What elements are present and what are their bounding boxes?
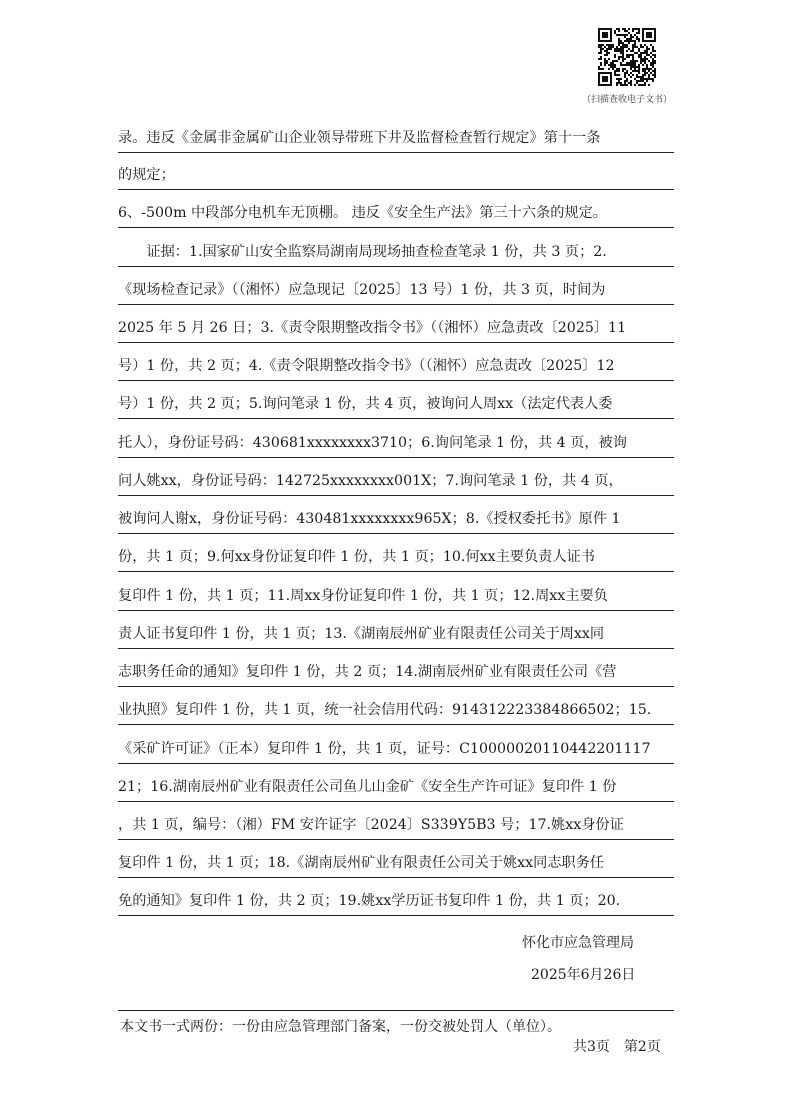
qr-code-block	[582, 28, 672, 105]
qr-caption: （扫描查收电子文书）	[582, 95, 673, 105]
body-line: 的规定；	[118, 161, 674, 190]
body-line: 6、-500m 中段部分电机车无顶棚。 违反《安全生产法》第三十六条的规定。	[118, 199, 674, 228]
body-line: 《采矿许可证》（正本）复印件 1 份，共 1 页，证号：C10000020110442201117	[118, 735, 674, 764]
issue-date: 2025年6月26日	[531, 967, 636, 983]
body-line: 号）1 份，共 2 页；5.询问笔录 1 份，共 4 页，被询问人周xx（法定代表人委	[118, 390, 674, 419]
footer-note: 本文书一式两份：一份由应急管理部门备案，一份交被处罚人（单位）。	[120, 1019, 561, 1035]
body-line: 份，共 1 页；9.何xx身份证复印件 1 份，共 1 页；10.何xx主要负责人证书	[118, 543, 674, 572]
body-line: 复印件 1 份，共 1 页；18.《湖南辰州矿业有限责任公司关于姚xx同志职务任	[118, 849, 674, 878]
body-line: 21；16.湖南辰州矿业有限责任公司鱼儿山金矿《安全生产许可证》复印件 1 份	[118, 773, 674, 802]
body-line: 复印件 1 份，共 1 页；11.周xx身份证复印件 1 份，共 1 页；12.周xx主要负	[118, 582, 674, 611]
body-line: 录。违反《金属非金属矿山企业领导带班下井及监督检查暂行规定》第十一条	[118, 124, 674, 153]
body-line: 志职务任命的通知》复印件 1 份，共 2 页；14.湖南辰州矿业有限责任公司《营	[118, 658, 674, 687]
body-line: 号）1 份，共 2 页；4.《责令限期整改指令书》（（湘怀）应急责改〔2025〕12	[118, 352, 674, 381]
body-line: 免的通知》复印件 1 份，共 2 页；19.姚xx学历证书复印件 1 份，共 1 页；20.	[118, 887, 674, 916]
body-line: 《现场检查记录》（（湘怀）应急现记〔2025〕13 号）1 份，共 3 页，时间为	[118, 276, 674, 305]
body-line: ，共 1 页，编号：（湘）FM 安许证字〔2024〕S339Y5B3 号；17.姚xx身份证	[118, 811, 674, 840]
body-line: 被询问人谢x，身份证号码：430481xxxxxxxx965X；8.《授权委托书》原件 1	[118, 505, 674, 534]
footer-divider	[118, 1010, 674, 1011]
body-line: 证据：1.国家矿山安全监察局湖南局现场抽查检查笔录 1 份，共 3 页；2.	[118, 238, 674, 267]
body-line: 责人证书复印件 1 份，共 1 页；13.《湖南辰州矿业有限责任公司关于周xx同	[118, 620, 674, 649]
body-line: 2025 年 5 月 26 日；3.《责令限期整改指令书》（（湘怀）应急责改〔2025〕11	[118, 314, 674, 343]
page-indicator: 共3页 第2页	[573, 1039, 661, 1055]
issuing-organization: 怀化市应急管理局	[522, 935, 634, 951]
body-line: 业执照》复印件 1 份，共 1 页，统一社会信用代码：914312223384866502；15.	[118, 696, 674, 725]
body-line: 问人姚xx，身份证号码：142725xxxxxxxx001X；7.询问笔录 1 份，共 4 页，	[118, 467, 674, 496]
body-line: 托人），身份证号码：430681xxxxxxxx3710；6.询问笔录 1 份，共 4 页，被询	[118, 429, 674, 458]
qr-code-image[interactable]	[598, 28, 656, 86]
